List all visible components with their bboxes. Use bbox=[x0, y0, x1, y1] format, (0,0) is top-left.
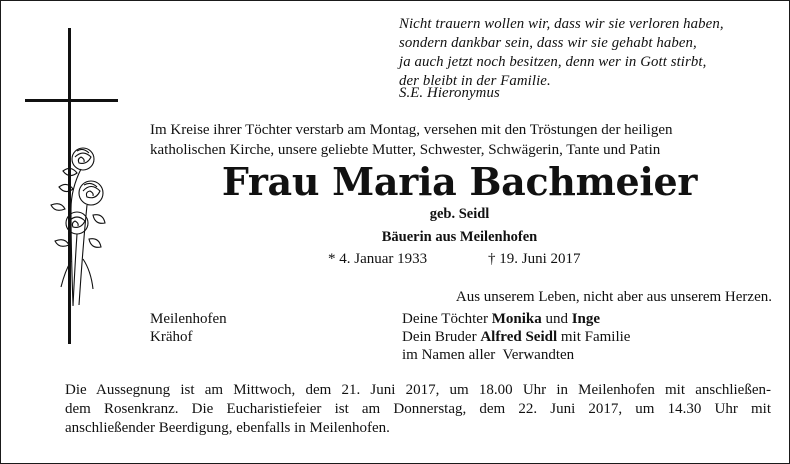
family-text: mit Familie bbox=[560, 329, 631, 345]
daughter-name: Monika bbox=[491, 311, 542, 327]
family-text: Deine Töchter bbox=[402, 311, 488, 327]
intro-line: Im Kreise ihrer Töchter verstarb am Montag, versehen mit den Tröstungen der heiligen bbox=[150, 122, 673, 138]
notice-line: Die Aussegnung ist am Mittwoch, dem 21. Juni 2017, um 18.00 Uhr in Meilenhofen mit anschließen- bbox=[65, 382, 771, 398]
poem-author: S.E. Hieronymus bbox=[399, 85, 500, 101]
motto: Aus unserem Leben, nicht aber aus unserem Herzen. bbox=[455, 289, 772, 305]
notice-line: anschließender Beerdigung, ebenfalls in Meilenhofen. bbox=[65, 420, 390, 436]
family-line-brother bbox=[402, 328, 630, 346]
notice-line: dem Rosenkranz. Die Eucharistiefeier ist am Donnerstag, dem 22. Juni 2017, um 14.30 Uhr mit bbox=[65, 401, 771, 417]
poem-line: sondern dankbar sein, dass wir sie gehabt haben, bbox=[399, 35, 697, 51]
family-signatures bbox=[402, 310, 630, 364]
birth-date: * 4. Januar 1933 bbox=[328, 251, 428, 267]
poem-line: ja auch jetzt noch besitzen, denn wer in Gott stirbt, bbox=[399, 54, 707, 70]
intro-line: katholischen Kirche, unsere geliebte Mutter, Schwester, Schwägerin, Tante und Patin bbox=[150, 142, 661, 158]
poem-line: Nicht trauern wollen wir, dass wir sie verloren haben, bbox=[399, 16, 724, 32]
family-line-daughters bbox=[402, 310, 630, 328]
death-date: † 19. Juni 2017 bbox=[488, 251, 581, 267]
deceased-name: Frau Maria Bachmeier bbox=[221, 159, 698, 204]
place: Meilenhofen bbox=[150, 311, 227, 327]
poem bbox=[399, 15, 771, 91]
family-text: und bbox=[545, 311, 568, 327]
places bbox=[150, 310, 227, 346]
family-text: Dein Bruder bbox=[402, 329, 477, 345]
poem-line: der bleibt in der Familie. bbox=[399, 73, 551, 89]
intro-text bbox=[150, 120, 775, 160]
maiden-name: geb. Seidl bbox=[429, 206, 490, 222]
place: Krähof bbox=[150, 329, 193, 345]
brother-name: Alfred Seidl bbox=[480, 329, 558, 345]
family-line-relatives: im Namen aller Verwandten bbox=[402, 347, 575, 363]
roses-icon bbox=[41, 141, 116, 311]
funeral-notice bbox=[65, 381, 771, 438]
deceased-description: Bäuerin aus Meilenhofen bbox=[381, 229, 538, 245]
cross-bar bbox=[25, 99, 118, 102]
daughter-name: Inge bbox=[571, 311, 601, 327]
